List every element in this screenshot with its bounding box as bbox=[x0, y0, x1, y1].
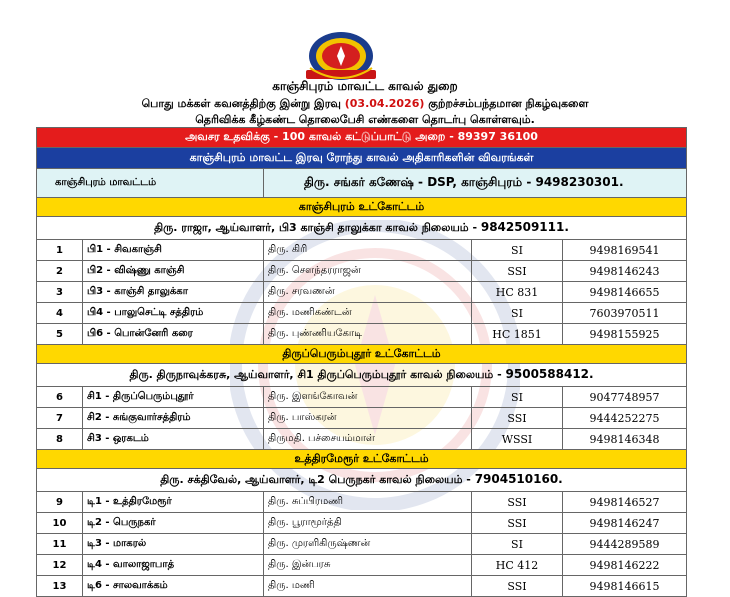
serial-number: 1 bbox=[37, 240, 83, 261]
inspector-phone: 9500588412. bbox=[505, 367, 594, 381]
subdivision-heading: காஞ்சிபுரம் உட்கோட்டம் bbox=[37, 198, 687, 217]
subdivision-inspector-row bbox=[37, 469, 687, 492]
officer-phone: 9498146527 bbox=[563, 492, 687, 513]
officer-rank: SI bbox=[472, 387, 563, 408]
station-row bbox=[37, 324, 687, 345]
intro-line-2: தெரிவிக்க கீழ்கண்ட தொலைபேசி எண்களை தொடர்பு கொள்ளவும். bbox=[195, 113, 535, 126]
officer-rank: SSI bbox=[472, 261, 563, 282]
station-name: டி3 - மாகரல் bbox=[83, 534, 264, 555]
officer-rank: SI bbox=[472, 240, 563, 261]
officer-name: திரு. மணி bbox=[264, 576, 472, 597]
serial-number: 11 bbox=[37, 534, 83, 555]
emergency-text: அவசர உதவிக்கு - 100 காவல் கட்டுப்பாட்டு அறை - 89397 36100 bbox=[37, 128, 687, 148]
officer-rank: HC 831 bbox=[472, 282, 563, 303]
officer-rank: HC 1851 bbox=[472, 324, 563, 345]
officer-phone: 9498155925 bbox=[563, 324, 687, 345]
station-row bbox=[37, 555, 687, 576]
officer-phone: 9498169541 bbox=[563, 240, 687, 261]
station-name: டி2 - பெருநகர் bbox=[83, 513, 264, 534]
officer-name: திரு. கிரி bbox=[264, 240, 472, 261]
officer-name: திரு. சரவணன் bbox=[264, 282, 472, 303]
subdivision-heading-row bbox=[37, 198, 687, 217]
officer-name: திரு. மணிகண்டன் bbox=[264, 303, 472, 324]
officer-phone: 9498146655 bbox=[563, 282, 687, 303]
station-row bbox=[37, 576, 687, 597]
officer-name: திருமதி. பச்சையம்மாள் bbox=[264, 429, 472, 450]
officer-name: திரு. முரளிகிருஷ்ணன் bbox=[264, 534, 472, 555]
officer-rank: SI bbox=[472, 303, 563, 324]
subdivision-inspector-row bbox=[37, 217, 687, 240]
officer-phone: 9498146615 bbox=[563, 576, 687, 597]
station-row bbox=[37, 408, 687, 429]
officer-phone: 9444252275 bbox=[563, 408, 687, 429]
inspector-details: திரு. ராஜா, ஆய்வாளர், பி3 காஞ்சி தாலுக்கா காவல் நிலையம் - bbox=[154, 221, 481, 234]
page-title: காஞ்சிபுரம் மாவட்ட காவல் துறை bbox=[272, 79, 458, 93]
inspector-details: திரு. சக்திவேல், ஆய்வாளர், டி2 பெருநகர் காவல் நிலையம் - bbox=[160, 473, 475, 486]
officer-phone: 9498146243 bbox=[563, 261, 687, 282]
serial-number: 3 bbox=[37, 282, 83, 303]
district-label: காஞ்சிபுரம் மாவட்டம் bbox=[37, 169, 264, 198]
officer-rank: SSI bbox=[472, 492, 563, 513]
serial-number: 9 bbox=[37, 492, 83, 513]
subdivision-heading: திருப்பெரும்புதூர் உட்கோட்டம் bbox=[37, 345, 687, 364]
serial-number: 8 bbox=[37, 429, 83, 450]
station-name: பி2 - விஷ்ணு காஞ்சி bbox=[83, 261, 264, 282]
officer-phone: 9498146222 bbox=[563, 555, 687, 576]
officer-phone: 9444289589 bbox=[563, 534, 687, 555]
station-row bbox=[37, 240, 687, 261]
serial-number: 7 bbox=[37, 408, 83, 429]
subdivision-heading-row bbox=[37, 450, 687, 469]
serial-number: 4 bbox=[37, 303, 83, 324]
inspector-info bbox=[37, 217, 687, 240]
officer-rank: SI bbox=[472, 534, 563, 555]
officer-phone: 9047748957 bbox=[563, 387, 687, 408]
station-name: டி6 - சாலவாக்கம் bbox=[83, 576, 264, 597]
officer-rank: SSI bbox=[472, 408, 563, 429]
officer-phone: 7603970511 bbox=[563, 303, 687, 324]
tamilnadu-police-logo bbox=[296, 30, 386, 82]
station-name: பி6 - பொன்னேரி கரை bbox=[83, 324, 264, 345]
station-row bbox=[37, 303, 687, 324]
inspector-details: திரு. திருநாவுக்கரசு, ஆய்வாளர், சி1 திருப்பெரும்புதூர் காவல் நிலையம் - bbox=[129, 368, 506, 381]
officer-rank: HC 412 bbox=[472, 555, 563, 576]
officer-name: திரு. பூராமூர்த்தி bbox=[264, 513, 472, 534]
station-name: சி1 - திருப்பெரும்புதூர் bbox=[83, 387, 264, 408]
contact-table bbox=[36, 127, 687, 597]
emergency-row bbox=[37, 128, 687, 148]
subdivision-heading-row bbox=[37, 345, 687, 364]
station-name: சி3 - ஒரகடம் bbox=[83, 429, 264, 450]
intro-date: (03.04.2026) bbox=[344, 97, 425, 110]
station-row bbox=[37, 492, 687, 513]
officer-name: திரு. புண்ணியகோடி bbox=[264, 324, 472, 345]
station-row bbox=[37, 513, 687, 534]
serial-number: 12 bbox=[37, 555, 83, 576]
station-name: பி4 - பாலுசெட்டி சத்திரம் bbox=[83, 303, 264, 324]
inspector-info bbox=[37, 364, 687, 387]
station-row bbox=[37, 282, 687, 303]
inspector-info bbox=[37, 469, 687, 492]
inspector-phone: 9842509111. bbox=[480, 220, 569, 234]
officer-name: திரு. இன்பரசு bbox=[264, 555, 472, 576]
officer-name: திரு. செளந்தரராஜன் bbox=[264, 261, 472, 282]
station-row bbox=[37, 429, 687, 450]
officer-name: திரு. இளங்கோவன் bbox=[264, 387, 472, 408]
district-officer: திரு. சங்கர் கணேஷ் - DSP, காஞ்சிபுரம் - 9498230301. bbox=[264, 169, 687, 198]
officer-rank: SSI bbox=[472, 576, 563, 597]
station-name: சி2 - சுங்குவார்சத்திரம் bbox=[83, 408, 264, 429]
inspector-phone: 7904510160. bbox=[474, 472, 563, 486]
officer-phone: 9498146247 bbox=[563, 513, 687, 534]
station-row bbox=[37, 261, 687, 282]
station-name: டி1 - உத்திரமேரூர் bbox=[83, 492, 264, 513]
station-name: டி4 - வாலாஜாபாத் bbox=[83, 555, 264, 576]
officer-rank: SSI bbox=[472, 513, 563, 534]
night-patrol-heading-row bbox=[37, 148, 687, 169]
station-row bbox=[37, 534, 687, 555]
serial-number: 2 bbox=[37, 261, 83, 282]
intro-line-1 bbox=[0, 97, 730, 112]
night-patrol-heading: காஞ்சிபுரம் மாவட்ட இரவு ரோந்து காவல் அதிகாரிகளின் விவரங்கள் bbox=[37, 148, 687, 169]
subdivision-inspector-row bbox=[37, 364, 687, 387]
district-row bbox=[37, 169, 687, 198]
serial-number: 5 bbox=[37, 324, 83, 345]
serial-number: 10 bbox=[37, 513, 83, 534]
station-name: பி1 - சிவகாஞ்சி bbox=[83, 240, 264, 261]
intro-suffix: குற்றச்சம்பந்தமான நிகழ்வுகளை bbox=[428, 97, 589, 110]
station-name: பி3 - காஞ்சி தாலுக்கா bbox=[83, 282, 264, 303]
intro-prefix: பொது மக்கள் கவனத்திற்கு இன்று இரவு bbox=[141, 97, 341, 110]
officer-name: திரு. பாஸ்கரன் bbox=[264, 408, 472, 429]
serial-number: 6 bbox=[37, 387, 83, 408]
subdivision-heading: உத்திரமேரூர் உட்கோட்டம் bbox=[37, 450, 687, 469]
officer-name: திரு. சுப்பிரமணி bbox=[264, 492, 472, 513]
officer-phone: 9498146348 bbox=[563, 429, 687, 450]
officer-rank: WSSI bbox=[472, 429, 563, 450]
station-row bbox=[37, 387, 687, 408]
serial-number: 13 bbox=[37, 576, 83, 597]
